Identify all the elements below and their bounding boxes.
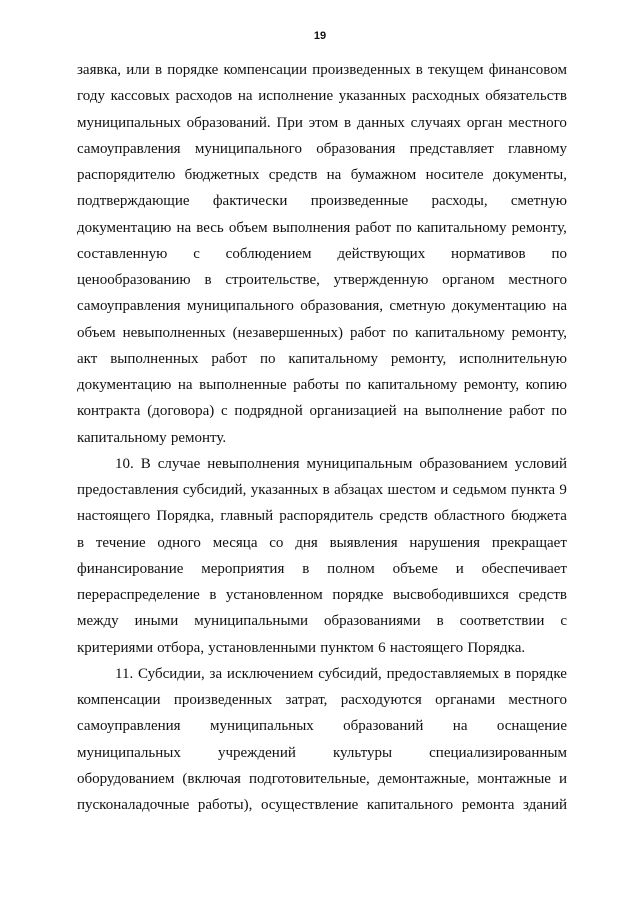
word: в (436, 613, 444, 630)
word: на (176, 219, 192, 236)
word: субсидий, (182, 482, 247, 498)
word: в (154, 62, 163, 78)
word: работы), (197, 797, 253, 813)
text-line (77, 110, 567, 136)
text-line (77, 766, 567, 792)
word: ремонту. (170, 429, 227, 446)
word: документацию (451, 298, 547, 315)
word: представляет (409, 140, 494, 157)
word: полном (327, 560, 375, 577)
word: органами (435, 692, 496, 708)
text-line (77, 713, 567, 739)
word: указанных (338, 88, 407, 105)
word: муниципальных (209, 718, 314, 735)
word: предоставляемых (386, 665, 500, 682)
text-line (77, 136, 567, 162)
text-line (77, 57, 567, 83)
word: местного (508, 114, 567, 131)
word: документы, (492, 167, 567, 183)
word: средств (268, 167, 318, 183)
word: действующих (337, 245, 426, 262)
word: образований (343, 718, 424, 735)
word: средств (518, 587, 567, 603)
text-line (77, 320, 567, 346)
word: ремонту, (463, 377, 520, 393)
text-line (77, 83, 567, 109)
word: затрат, (285, 692, 328, 708)
word: объем (228, 219, 268, 236)
word: порядке (332, 587, 384, 603)
word: пункта (510, 482, 556, 498)
word: монтажные (477, 770, 551, 787)
word: порядке (167, 62, 219, 78)
word: по (345, 377, 361, 393)
word: работ (508, 403, 545, 420)
word: расходов (175, 88, 233, 105)
word: высвободившихся (392, 587, 509, 603)
text-line (77, 582, 567, 608)
word: ценообразованию (77, 272, 191, 288)
word: капитальному (415, 324, 505, 341)
word: году (77, 88, 105, 105)
word: абзацах (334, 482, 384, 498)
word: настоящего (77, 508, 151, 525)
word: муниципальных (77, 114, 181, 131)
word: объем (77, 324, 116, 341)
word: расходы, (431, 193, 488, 210)
word: по (551, 245, 567, 262)
word: 10. (115, 455, 134, 472)
text-line (77, 267, 567, 293)
word: расходных (411, 88, 480, 105)
word: расходуются (340, 692, 422, 708)
word: (незавершенных) (232, 324, 343, 341)
word: Субсидии, (138, 665, 205, 682)
word: капитальному (416, 219, 507, 236)
word: компенсации (223, 62, 308, 78)
word: 11. (115, 665, 134, 682)
word: иными (134, 613, 179, 630)
word: нормативов (451, 245, 526, 262)
word: и (455, 560, 464, 577)
word: заявка, (77, 62, 122, 78)
word: установленными (208, 639, 317, 656)
word: в (503, 665, 512, 682)
word: финансирование (77, 560, 184, 577)
word: контракта (77, 403, 141, 420)
word: на (177, 377, 193, 393)
word: сметную (510, 193, 567, 210)
text-line (77, 188, 567, 214)
word: соответствии (459, 613, 545, 630)
word: перераспределение (77, 587, 200, 603)
text-line (77, 451, 567, 477)
word: и (440, 482, 449, 498)
word: кассовых (110, 88, 170, 105)
word: муниципальным (306, 455, 413, 472)
word: течение (95, 534, 146, 551)
word: выполнения (272, 219, 351, 236)
body-text (77, 57, 567, 818)
word: с (220, 403, 228, 420)
word: главный (220, 508, 274, 525)
word: произведенных (312, 62, 411, 78)
word: работ (211, 350, 248, 367)
word: в (204, 272, 212, 288)
word: случаях (410, 114, 461, 131)
word: демонтажные, (377, 770, 470, 787)
word: на (326, 167, 342, 183)
word: соблюдением (225, 245, 312, 262)
word: выявления (329, 534, 398, 551)
word: культуры (332, 744, 393, 761)
text-line (77, 372, 567, 398)
word: работ (355, 219, 392, 236)
word: и (558, 770, 567, 787)
word: (включая (182, 770, 241, 787)
text-line (77, 293, 567, 319)
word: между (77, 613, 119, 630)
word: отбора, (157, 639, 205, 656)
word: за (209, 665, 223, 682)
word: по (259, 350, 276, 367)
word: местного (508, 272, 567, 288)
word: обязательств (485, 88, 567, 105)
text-line (77, 661, 567, 687)
word: на (552, 298, 567, 315)
word: самоуправления (77, 298, 181, 315)
word: В (140, 455, 151, 472)
word: работ (349, 324, 386, 341)
word: со (269, 534, 284, 551)
word: муниципального (186, 298, 294, 315)
word: текущем (428, 62, 484, 78)
word: носителе (425, 167, 484, 183)
word: самоуправления (77, 140, 181, 157)
word: специализированным (429, 744, 567, 761)
word: подготовительные, (248, 770, 370, 787)
word: капитального (366, 797, 454, 813)
word: образований. (186, 114, 271, 131)
text-line (77, 241, 567, 267)
word: в (322, 482, 330, 498)
word: образованием (419, 455, 508, 472)
word: мероприятия (201, 560, 285, 577)
word: выполненных (110, 350, 199, 367)
word: работы (293, 377, 339, 393)
word: по (392, 324, 409, 341)
word: копию (525, 377, 567, 393)
word: утвержденную (333, 272, 429, 288)
word: невыполнения (207, 455, 300, 472)
word: установленном (225, 587, 323, 603)
word: объеме (392, 560, 438, 577)
word: пунктом (320, 639, 374, 656)
word: в (209, 587, 217, 603)
text-line (77, 792, 567, 818)
word: 9 (559, 482, 567, 498)
word: этом (308, 114, 339, 131)
word: Порядка. (467, 639, 526, 656)
word: капитальному (77, 429, 167, 446)
text-line (77, 635, 567, 661)
text-line (77, 477, 567, 503)
word: При (276, 114, 303, 131)
word: самоуправления (77, 718, 181, 735)
word: месяца (212, 534, 258, 551)
word: главному (508, 140, 567, 157)
word: выполненные (199, 377, 287, 393)
word: субсидий, (318, 665, 382, 682)
word: на (452, 718, 468, 735)
word: шестом (387, 482, 436, 498)
word: ремонту, (511, 324, 567, 341)
word: или (126, 62, 150, 78)
word: 6 (378, 639, 386, 656)
word: документацию (77, 219, 172, 236)
word: оборудованием (77, 770, 175, 787)
word: ремонта (461, 797, 515, 813)
word: муниципальными (194, 613, 309, 630)
word: капитальному (367, 377, 458, 393)
word: муниципальных (77, 744, 181, 761)
word: условий (514, 455, 567, 472)
word: бумажном (350, 167, 417, 183)
word: обеспечивает (481, 560, 567, 577)
word: критериями (77, 639, 153, 656)
word: зданий (522, 797, 567, 813)
word: прекращает (491, 534, 567, 551)
word: нарушения (409, 534, 481, 551)
word: на (237, 88, 253, 105)
word: пусконаладочные (77, 797, 190, 813)
word: документацию (77, 377, 172, 393)
word: областного (433, 508, 505, 525)
text-line (77, 740, 567, 766)
word: на (403, 403, 419, 420)
word: компенсации (77, 692, 161, 708)
word: Порядка, (156, 508, 215, 525)
word: бюджетных (184, 167, 260, 183)
word: данных (356, 114, 405, 131)
word: произведенные (310, 193, 409, 210)
word: капитальному (288, 350, 379, 367)
word: образования (316, 140, 396, 157)
word: исключением (226, 665, 314, 682)
word: исполнение (258, 88, 334, 105)
word: местного (508, 692, 567, 708)
word: образованиями (324, 613, 421, 630)
word: учреждений (217, 744, 296, 761)
word: органом (442, 272, 495, 288)
text-line (77, 608, 567, 634)
text-line (77, 215, 567, 241)
text-line (77, 556, 567, 582)
word: распорядителю (77, 167, 176, 183)
word: акт (77, 350, 98, 367)
word: муниципального (194, 140, 302, 157)
word: в (77, 534, 85, 551)
word: исполнительную (459, 350, 567, 367)
word: сметную (389, 298, 446, 315)
word: распорядитель (279, 508, 374, 525)
word: строительстве, (225, 272, 320, 288)
word: с (193, 245, 200, 262)
text-line (77, 346, 567, 372)
word: одного (157, 534, 201, 551)
text-line (77, 503, 567, 529)
word: финансовом (488, 62, 567, 78)
text-line (77, 530, 567, 556)
word: оснащение (496, 718, 567, 735)
word: невыполненных (122, 324, 226, 341)
word: порядке (515, 665, 567, 682)
word: с (560, 613, 567, 630)
word: в (344, 114, 352, 131)
word: произведенных (173, 692, 273, 708)
word: подрядной (234, 403, 303, 420)
page-number: 19 (313, 30, 327, 42)
word: выполнение (424, 403, 503, 420)
word: случае (157, 455, 201, 472)
word: настоящего (389, 639, 464, 656)
word: дня (295, 534, 318, 551)
word: в (415, 62, 423, 78)
text-line (77, 162, 567, 188)
text-line (77, 398, 567, 424)
word: (договора) (147, 403, 215, 420)
word: организацией (309, 403, 397, 420)
word: ремонту, (511, 219, 567, 236)
word: по (551, 403, 567, 420)
text-line (77, 425, 567, 451)
word: предоставления (77, 482, 179, 498)
word: составленную (77, 245, 168, 262)
word: в (302, 560, 310, 577)
word: указанных (250, 482, 319, 498)
word: подтверждающие (77, 193, 190, 210)
word: по (396, 219, 412, 236)
word: осуществление (260, 797, 359, 813)
word: ремонту, (390, 350, 447, 367)
word: средств (379, 508, 428, 525)
word: фактически (212, 193, 288, 210)
word: образования, (300, 298, 384, 315)
text-line (77, 687, 567, 713)
word: бюджета (510, 508, 567, 525)
word: орган (466, 114, 503, 131)
word: седьмом (452, 482, 507, 498)
word: весь (196, 219, 224, 236)
